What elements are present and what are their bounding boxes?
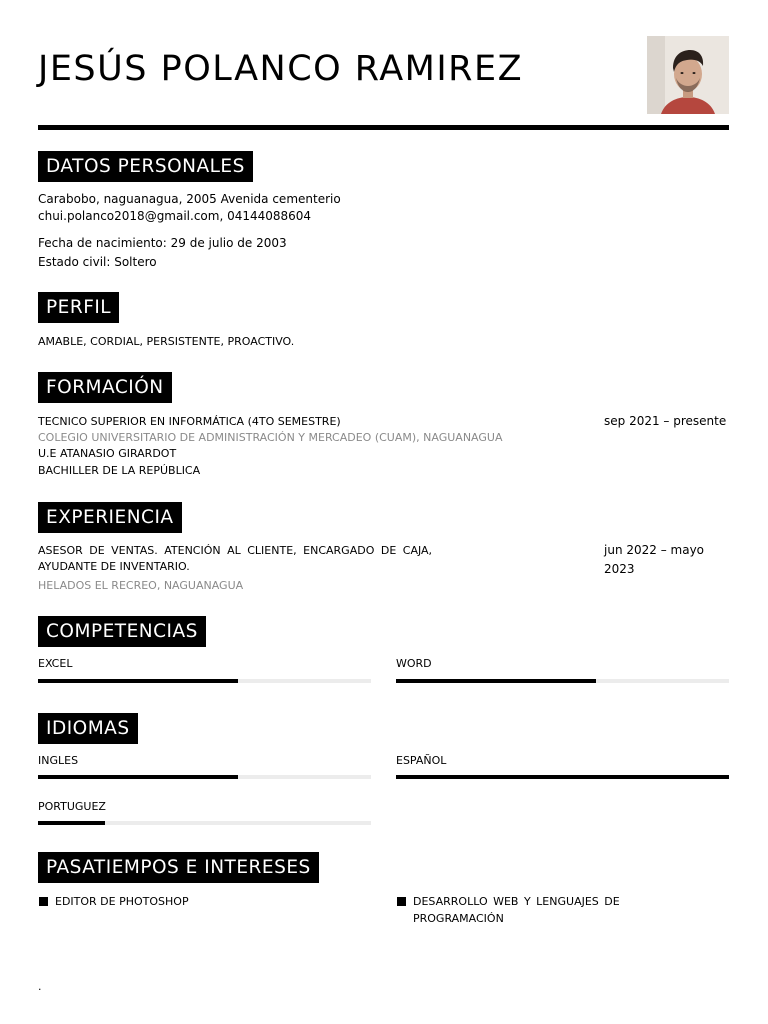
language-bar-espanol: [396, 775, 729, 779]
personal-civil-status: Estado civil: Soltero: [38, 255, 157, 269]
language-bar-fill-espanol: [396, 775, 729, 779]
profile-photo-image: [647, 36, 729, 114]
experience-date-line1: jun 2022 – mayo: [604, 543, 705, 557]
section-title-education: FORMACIÓN: [38, 372, 172, 403]
language-label-portuguez: PORTUGUEZ: [38, 800, 106, 813]
footer-mark: .: [38, 980, 42, 993]
education-institution: COLEGIO UNIVERSITARIO DE ADMINISTRACIÓN Y MERCADEO (CUAM), NAGUANAGUA: [38, 431, 503, 444]
skill-bar-excel: [38, 679, 371, 683]
experience-role-line1: ASESOR DE VENTAS. ATENCIÓN AL CLIENTE, ENCARGADO DE CAJA,: [38, 544, 433, 557]
language-bar-portuguez: [38, 821, 371, 825]
section-title-personal: DATOS PERSONALES: [38, 151, 253, 182]
section-title-skills: COMPETENCIAS: [38, 616, 206, 647]
profile-text: AMABLE, CORDIAL, PERSISTENTE, PROACTIVO.: [38, 335, 295, 348]
experience-company: HELADOS EL RECREO, NAGUANAGUA: [38, 579, 244, 592]
experience-role-line2: AYUDANTE DE INVENTARIO.: [38, 560, 190, 573]
education-school: U.E ATANASIO GIRARDOT: [38, 447, 177, 460]
education-degree: TECNICO SUPERIOR EN INFORMÁTICA (4TO SEMESTRE): [38, 415, 341, 428]
personal-address: Carabobo, naguanagua, 2005 Avenida cementerio: [38, 192, 341, 206]
language-bar-ingles: [38, 775, 371, 779]
skill-label-excel: EXCEL: [38, 657, 73, 670]
skill-label-word: WORD: [396, 657, 432, 670]
section-title-experience: EXPERIENCIA: [38, 502, 182, 533]
personal-birthdate: Fecha de nacimiento: 29 de julio de 2003: [38, 236, 287, 250]
language-label-ingles: INGLES: [38, 754, 79, 767]
language-bar-fill-ingles: [38, 775, 238, 779]
skill-bar-fill-word: [396, 679, 596, 683]
experience-date-line2: 2023: [604, 562, 635, 576]
bullet-square-icon: [397, 897, 406, 906]
education-date: sep 2021 – presente: [604, 414, 727, 428]
hobby-item-webdev-line1: DESARROLLO WEB Y LENGUAJES DE: [413, 895, 620, 908]
skill-bar-fill-excel: [38, 679, 238, 683]
section-title-profile: PERFIL: [38, 292, 119, 323]
language-label-espanol: ESPAÑOL: [396, 754, 447, 767]
section-title-languages: IDIOMAS: [38, 713, 138, 744]
language-bar-fill-portuguez: [38, 821, 105, 825]
skill-bar-word: [396, 679, 729, 683]
hobby-item-photoshop: EDITOR DE PHOTOSHOP: [55, 895, 189, 908]
bullet-square-icon: [39, 897, 48, 906]
personal-contact: chui.polanco2018@gmail.com, 04144088604: [38, 209, 312, 223]
profile-photo: [647, 36, 729, 114]
hobby-item-webdev-line2: PROGRAMACIÓN: [413, 912, 504, 925]
candidate-name: JESÚS POLANCO RAMIREZ: [38, 49, 524, 89]
header-divider: [38, 125, 729, 130]
section-title-hobbies: PASATIEMPOS E INTERESES: [38, 852, 319, 883]
education-diploma: BACHILLER DE LA REPÚBLICA: [38, 464, 201, 477]
